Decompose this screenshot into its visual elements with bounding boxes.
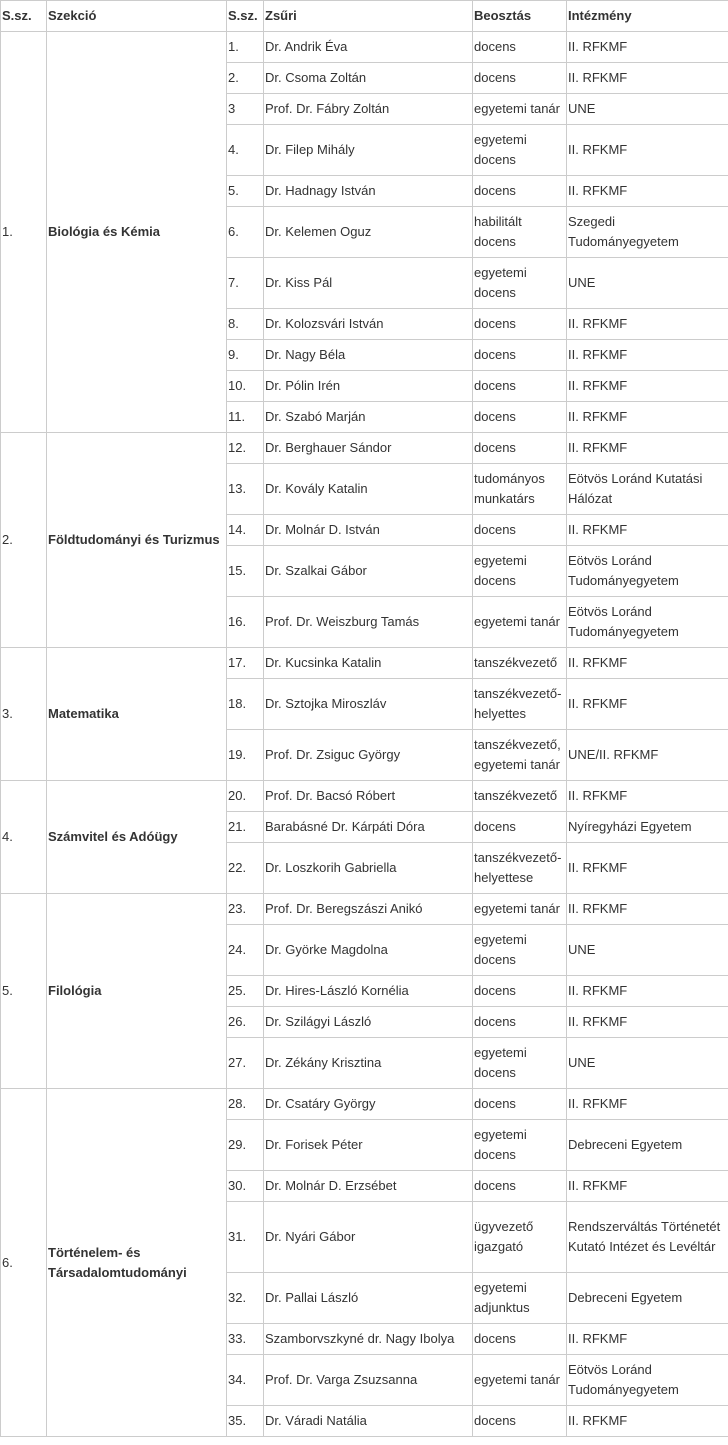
member-institution: II. RFKMF [567,340,728,371]
member-name: Dr. Kovály Katalin [264,464,473,515]
member-number: 28. [227,1089,264,1120]
member-name: Prof. Dr. Bacsó Róbert [264,781,473,812]
member-institution: Eötvös Loránd Tudományegyetem [567,597,728,648]
member-position: docens [473,812,567,843]
member-name: Dr. Csatáry György [264,1089,473,1120]
member-number: 35. [227,1406,264,1437]
member-number: 13. [227,464,264,515]
table-body [1,32,728,1437]
member-institution: II. RFKMF [567,976,728,1007]
member-position: egyetemi tanár [473,1355,567,1406]
member-position: docens [473,176,567,207]
member-position: docens [473,340,567,371]
member-name: Dr. Molnár D. István [264,515,473,546]
member-number: 15. [227,546,264,597]
header-section-number: S.sz. [1,1,47,32]
member-institution: Debreceni Egyetem [567,1273,728,1324]
member-position: egyetemi docens [473,258,567,309]
member-position: docens [473,63,567,94]
member-institution: UNE [567,925,728,976]
member-institution: II. RFKMF [567,32,728,63]
member-institution: UNE/II. RFKMF [567,730,728,781]
section-number: 4. [1,781,47,894]
member-number: 5. [227,176,264,207]
member-name: Dr. Pallai László [264,1273,473,1324]
member-number: 14. [227,515,264,546]
member-number: 7. [227,258,264,309]
member-number: 17. [227,648,264,679]
member-number: 29. [227,1120,264,1171]
member-institution: II. RFKMF [567,1007,728,1038]
header-section: Szekció [47,1,227,32]
member-position: docens [473,1089,567,1120]
section-number: 1. [1,32,47,433]
member-position: egyetemi tanár [473,597,567,648]
member-position: docens [473,1007,567,1038]
member-position: docens [473,1406,567,1437]
member-institution: UNE [567,1038,728,1089]
member-number: 34. [227,1355,264,1406]
member-position: docens [473,402,567,433]
member-number: 11. [227,402,264,433]
member-name: Prof. Dr. Beregszászi Anikó [264,894,473,925]
member-position: egyetemi adjunktus [473,1273,567,1324]
member-name: Dr. Andrik Éva [264,32,473,63]
member-institution: II. RFKMF [567,894,728,925]
member-institution: II. RFKMF [567,515,728,546]
header-member-number: S.sz. [227,1,264,32]
member-number: 18. [227,679,264,730]
header-institution: Intézmény [567,1,728,32]
member-name: Dr. Pólin Irén [264,371,473,402]
member-name: Barabásné Dr. Kárpáti Dóra [264,812,473,843]
member-institution: II. RFKMF [567,402,728,433]
member-name: Dr. Berghauer Sándor [264,433,473,464]
member-institution: II. RFKMF [567,1406,728,1437]
member-number: 19. [227,730,264,781]
member-institution: II. RFKMF [567,781,728,812]
member-institution: Debreceni Egyetem [567,1120,728,1171]
member-number: 26. [227,1007,264,1038]
member-institution: Rendszerváltás Történetét Kutató Intézet és Levéltár [567,1202,728,1273]
member-institution: II. RFKMF [567,1089,728,1120]
member-name: Dr. Szabó Marján [264,402,473,433]
member-institution: II. RFKMF [567,648,728,679]
member-position: habilitált docens [473,207,567,258]
member-number: 12. [227,433,264,464]
member-number: 1. [227,32,264,63]
member-number: 10. [227,371,264,402]
member-position: egyetemi tanár [473,94,567,125]
member-name: Dr. Kiss Pál [264,258,473,309]
member-number: 8. [227,309,264,340]
member-number: 25. [227,976,264,1007]
member-number: 6. [227,207,264,258]
member-number: 3 [227,94,264,125]
member-name: Prof. Dr. Weiszburg Tamás [264,597,473,648]
member-name: Szamborvszkyné dr. Nagy Ibolya [264,1324,473,1355]
member-name: Prof. Dr. Fábry Zoltán [264,94,473,125]
member-position: docens [473,433,567,464]
member-number: 32. [227,1273,264,1324]
member-name: Dr. Forisek Péter [264,1120,473,1171]
member-name: Dr. Kucsinka Katalin [264,648,473,679]
member-institution: II. RFKMF [567,679,728,730]
member-name: Dr. Györke Magdolna [264,925,473,976]
section-number: 6. [1,1089,47,1437]
member-institution: II. RFKMF [567,1171,728,1202]
header-row [1,1,728,32]
member-position: egyetemi docens [473,125,567,176]
member-position: docens [473,1324,567,1355]
member-position: egyetemi tanár [473,894,567,925]
member-number: 33. [227,1324,264,1355]
section-name: Filológia [47,894,227,1089]
member-position: egyetemi docens [473,546,567,597]
member-position: docens [473,1171,567,1202]
member-position: docens [473,371,567,402]
member-position: docens [473,976,567,1007]
member-name: Dr. Nyári Gábor [264,1202,473,1273]
member-position: docens [473,515,567,546]
member-number: 31. [227,1202,264,1273]
member-institution: Szegedi Tudományegyetem [567,207,728,258]
member-number: 16. [227,597,264,648]
member-number: 27. [227,1038,264,1089]
member-name: Dr. Sztojka Miroszláv [264,679,473,730]
member-name: Dr. Loszkorih Gabriella [264,843,473,894]
member-name: Dr. Szalkai Gábor [264,546,473,597]
table-row [1,648,728,679]
table-row [1,781,728,812]
member-position: docens [473,309,567,340]
member-institution: Nyíregyházi Egyetem [567,812,728,843]
header-position: Beosztás [473,1,567,32]
section-number: 5. [1,894,47,1089]
member-institution: UNE [567,258,728,309]
member-number: 24. [227,925,264,976]
section-number: 2. [1,433,47,648]
member-position: docens [473,32,567,63]
member-number: 21. [227,812,264,843]
section-name: Számvitel és Adóügy [47,781,227,894]
member-number: 20. [227,781,264,812]
table-row [1,894,728,925]
member-institution: II. RFKMF [567,125,728,176]
member-institution: II. RFKMF [567,843,728,894]
section-name: Földtudományi és Turizmus [47,433,227,648]
member-institution: II. RFKMF [567,309,728,340]
section-name: Történelem- és Társadalomtudományi [47,1089,227,1437]
member-name: Dr. Csoma Zoltán [264,63,473,94]
member-position: egyetemi docens [473,1120,567,1171]
table-row [1,433,728,464]
member-position: tanszékvezető-helyettese [473,843,567,894]
member-number: 30. [227,1171,264,1202]
member-name: Dr. Hires-László Kornélia [264,976,473,1007]
member-position: egyetemi docens [473,1038,567,1089]
member-name: Prof. Dr. Zsiguc György [264,730,473,781]
member-name: Dr. Hadnagy István [264,176,473,207]
member-position: ügyvezető igazgató [473,1202,567,1273]
member-institution: II. RFKMF [567,1324,728,1355]
member-name: Dr. Molnár D. Erzsébet [264,1171,473,1202]
member-position: tudományos munkatárs [473,464,567,515]
member-position: tanszékvezető-helyettes [473,679,567,730]
member-institution: II. RFKMF [567,371,728,402]
table-row [1,1089,728,1120]
member-number: 4. [227,125,264,176]
member-number: 22. [227,843,264,894]
table-row [1,32,728,63]
member-number: 9. [227,340,264,371]
member-name: Dr. Zékány Krisztina [264,1038,473,1089]
member-name: Dr. Váradi Natália [264,1406,473,1437]
member-name: Dr. Szilágyi László [264,1007,473,1038]
member-number: 23. [227,894,264,925]
member-institution: UNE [567,94,728,125]
member-position: egyetemi docens [473,925,567,976]
member-name: Prof. Dr. Varga Zsuzsanna [264,1355,473,1406]
member-name: Dr. Kolozsvári István [264,309,473,340]
member-position: tanszékvezető [473,648,567,679]
member-name: Dr. Nagy Béla [264,340,473,371]
member-institution: Eötvös Loránd Tudományegyetem [567,1355,728,1406]
section-name: Biológia és Kémia [47,32,227,433]
member-position: tanszékvezető, egyetemi tanár [473,730,567,781]
member-institution: II. RFKMF [567,433,728,464]
member-institution: Eötvös Loránd Kutatási Hálózat [567,464,728,515]
header-jury: Zsűri [264,1,473,32]
member-institution: II. RFKMF [567,63,728,94]
section-name: Matematika [47,648,227,781]
member-institution: II. RFKMF [567,176,728,207]
member-number: 2. [227,63,264,94]
member-institution: Eötvös Loránd Tudományegyetem [567,546,728,597]
member-name: Dr. Filep Mihály [264,125,473,176]
member-position: tanszékvezető [473,781,567,812]
section-number: 3. [1,648,47,781]
member-name: Dr. Kelemen Oguz [264,207,473,258]
